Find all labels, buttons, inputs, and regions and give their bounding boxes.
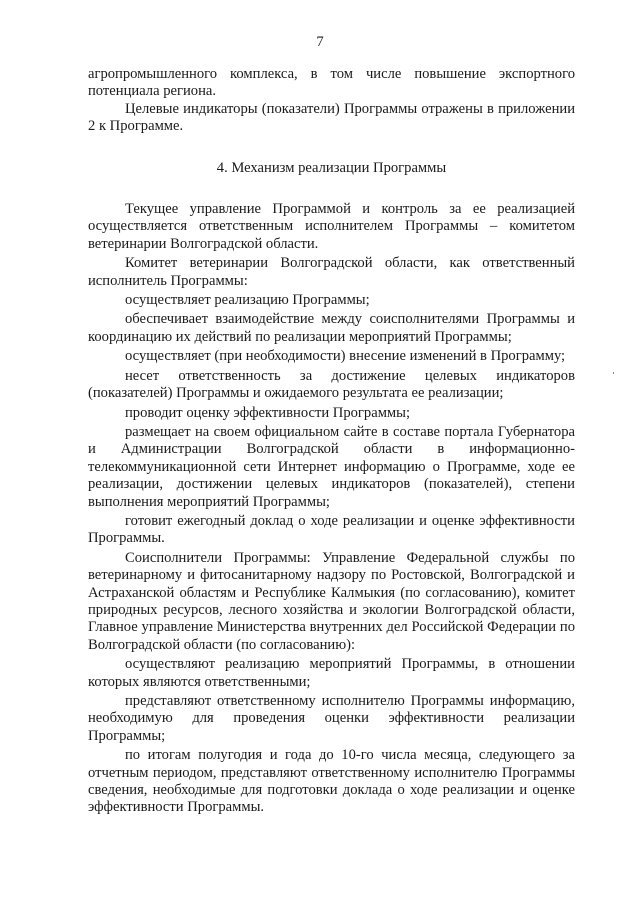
paragraph: Соисполнители Программы: Управление Федеральной службы по ветеринарному и фитосанитарному надзору по Ростовской, Волгоградской и Астраханской областям и Республике Калмыкия (по согласованию), комитет природных ресурсов, лесного хозяйства и экологии Волгоградской области, Главное управление Министерства внутренних дел Российской Федерации по Волгоградской области (по согласованию): — [88, 549, 575, 653]
list-item: несет ответственность за достижение целевых индикаторов (показателей) Программы и ожидаемого результата ее реализации; — [88, 367, 575, 402]
list-item: готовит ежегодный доклад о ходе реализации и оценке эффективности Программы. — [88, 512, 575, 547]
list-item: проводит оценку эффективности Программы; — [125, 404, 411, 421]
list-item: представляют ответственному исполнителю Программы информацию, необходимую для проведения оценки эффективности реализации Программы; — [88, 693, 575, 744]
document-body — [88, 66, 575, 817]
list-item: осуществляет (при необходимости) внесение изменений в Программу; — [125, 348, 566, 365]
list-item: осуществляет реализацию Программы; — [125, 292, 370, 309]
list-item: размещает на своем официальном сайте в составе портала Губернатора и Администрации Волгоградской области в информационно-телекоммуникационной сети Интернет информацию о Программе, ходе ее реализации, достижении целевых индикаторов (показателей), степени выполнения мероприятий Программы; — [88, 423, 575, 510]
list-item: осуществляют реализацию мероприятий Программы, в отношении которых являются ответственными; — [88, 656, 575, 690]
list-item: обеспечивает взаимодействие между соисполнителями Программы и координацию их действий по реализации мероприятий Программы; — [88, 311, 575, 345]
paragraph: агропромышленного комплекса, в том числе повышение экспортного потенциала региона. — [88, 66, 575, 100]
scan-speck — [613, 372, 614, 374]
paragraph: Комитет ветеринарии Волгоградской области, как ответственный исполнитель Программы: — [88, 255, 575, 289]
list-item: по итогам полугодия и года до 10-го числа месяца, следующего за отчетным периодом, представляют ответственному исполнителю Программы сведения, необходимые для подготовки доклада о ходе реализации и оценке эффективности Программы. — [88, 747, 575, 816]
section-heading: 4. Механизм реализации Программы — [216, 159, 447, 176]
paragraph: Текущее управление Программой и контроль за ее реализацией осуществляется ответственным исполнителем Программы – комитетом ветеринарии Волгоградской области. — [88, 201, 575, 252]
page-number: 7 — [316, 34, 324, 50]
paragraph: Целевые индикаторы (показатели) Программы отражены в приложении 2 к Программе. — [88, 100, 575, 135]
